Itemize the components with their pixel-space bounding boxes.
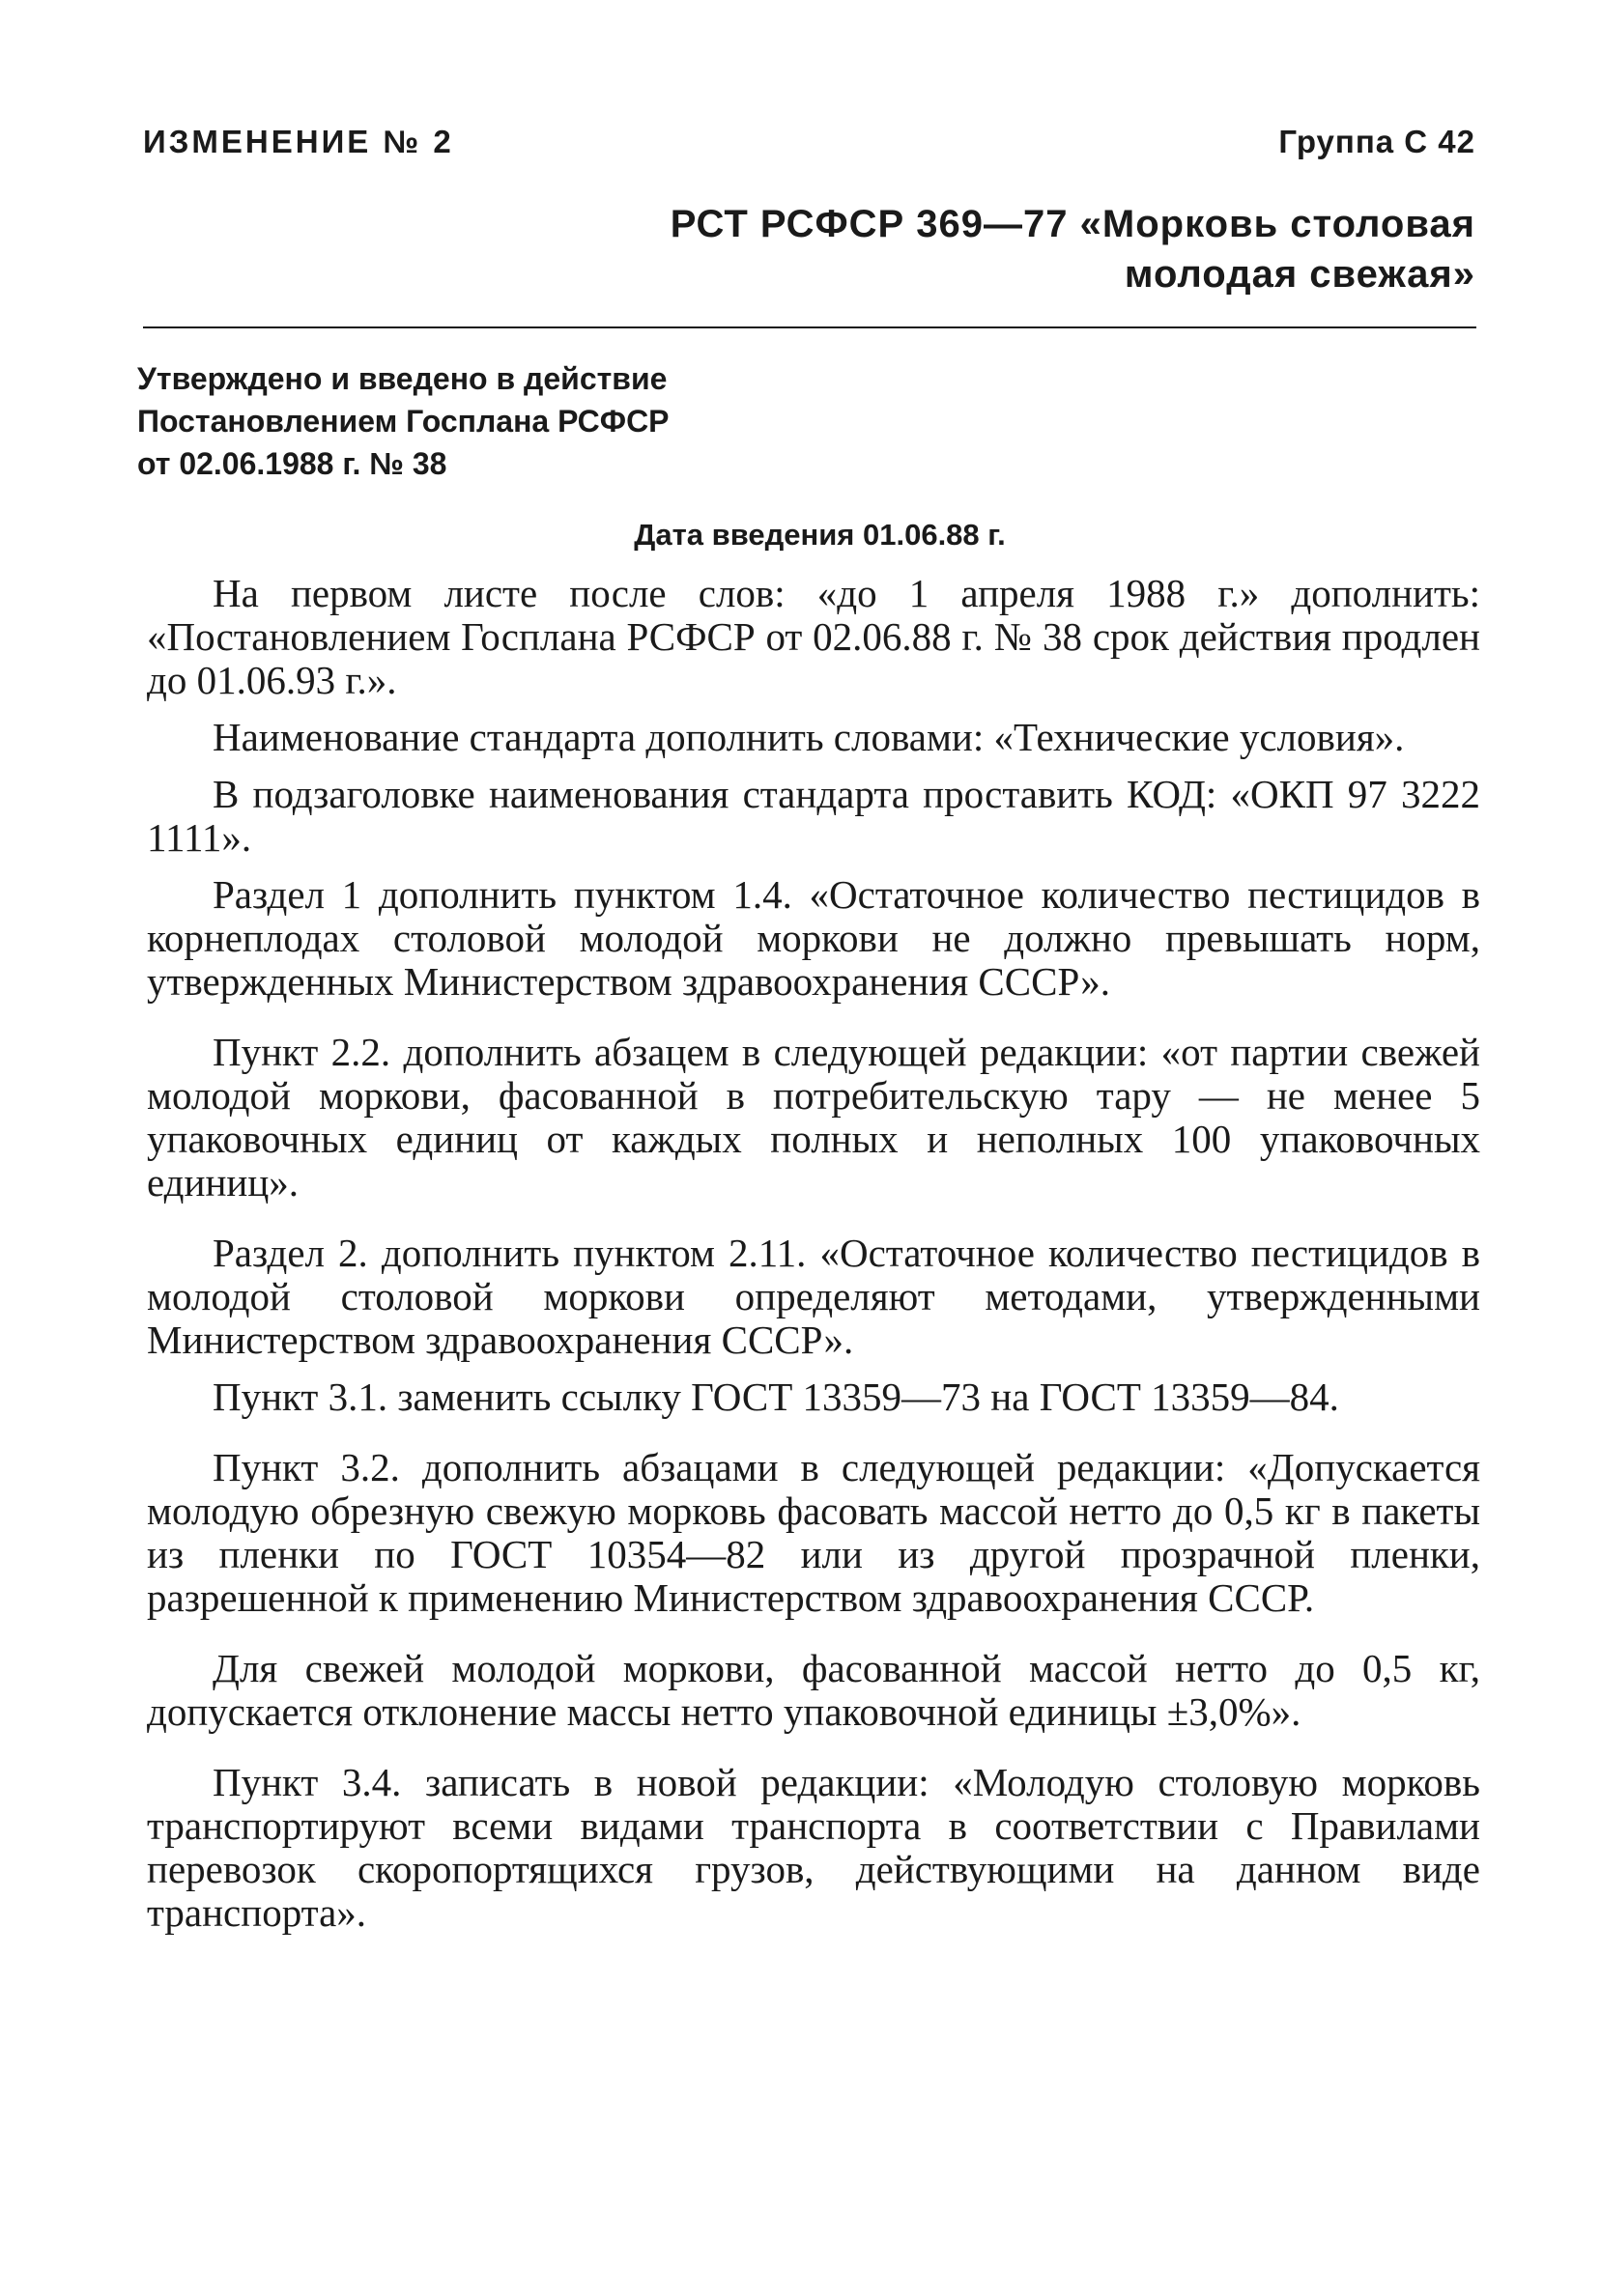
- approval-line-3: от 02.06.1988 г. № 38: [137, 446, 447, 481]
- paragraph: Пункт 3.1. заменить ссылку ГОСТ 13359—73 на ГОСТ 13359—84.: [213, 1375, 1339, 1419]
- paragraph: Раздел 2. дополнить пунктом 2.11. «Остаточное количество пестицидов в молодой столовой моркови определяют методами, утвержденными Министерством здравоохранения СССР».: [147, 1231, 1480, 1362]
- group-code: Группа С 42: [1278, 124, 1475, 159]
- paragraph: Пункт 3.4. записать в новой редакции: «Молодую столовую морковь транспортируют всеми видами транспорта в соответствии с Правилами перевозок скоропортящихся грузов, действующими на данном виде транспорта».: [147, 1760, 1480, 1935]
- paragraph: Для свежей молодой моркови, фасованной массой нетто до 0,5 кг, допускается отклонение массы нетто упаковочной единицы ±3,0%».: [147, 1646, 1480, 1734]
- document-title-line-2: молодая свежая»: [1124, 253, 1475, 296]
- paragraph: Наименование стандарта дополнить словами: «Технические условия».: [213, 715, 1405, 759]
- header-divider: [143, 326, 1476, 328]
- approval-line-1: Утверждено и введено в действие: [137, 361, 668, 396]
- document-title-line-1: РСТ РСФСР 369—77 «Морковь столовая: [670, 203, 1475, 245]
- paragraph: Пункт 2.2. дополнить абзацем в следующей редакции: «от партии свежей молодой моркови, фасованной в потребительскую тару — не менее 5 упаковочных единиц от каждых полных и неполных 100 упаковочных единиц».: [147, 1030, 1480, 1205]
- amendment-text: [147, 572, 1480, 1948]
- approval-block: [137, 357, 1007, 485]
- approval-line-2: Постановлением Госплана РСФСР: [137, 404, 670, 439]
- effective-date: Дата введения 01.06.88 г.: [634, 518, 1006, 552]
- paragraph: На первом листе после слов: «до 1 апреля 1988 г.» дополнить: «Постановлением Госплана РСФСР от 02.06.88 г. № 38 срок действия продлен до 01.06.93 г.».: [147, 571, 1480, 702]
- paragraph: Раздел 1 дополнить пунктом 1.4. «Остаточное количество пестицидов в корнеплодах столовой молодой моркови не должно превышать норм, утвержденных Министерством здравоохранения СССР».: [147, 872, 1480, 1004]
- change-number: ИЗМЕНЕНИЕ № 2: [143, 124, 454, 159]
- paragraph: В подзаголовке наименования стандарта проставить КОД: «ОКП 97 3222 1111».: [147, 772, 1480, 860]
- paragraph: Пункт 3.2. дополнить абзацами в следующей редакции: «Допускается молодую обрезную свежую морковь фасовать массой нетто до 0,5 кг в пакеты из пленки по ГОСТ 10354—82 или из другой прозрачной пленки, разрешенной к применению Министерством здравоохранения СССР.: [147, 1445, 1480, 1620]
- document-title: [509, 199, 1475, 299]
